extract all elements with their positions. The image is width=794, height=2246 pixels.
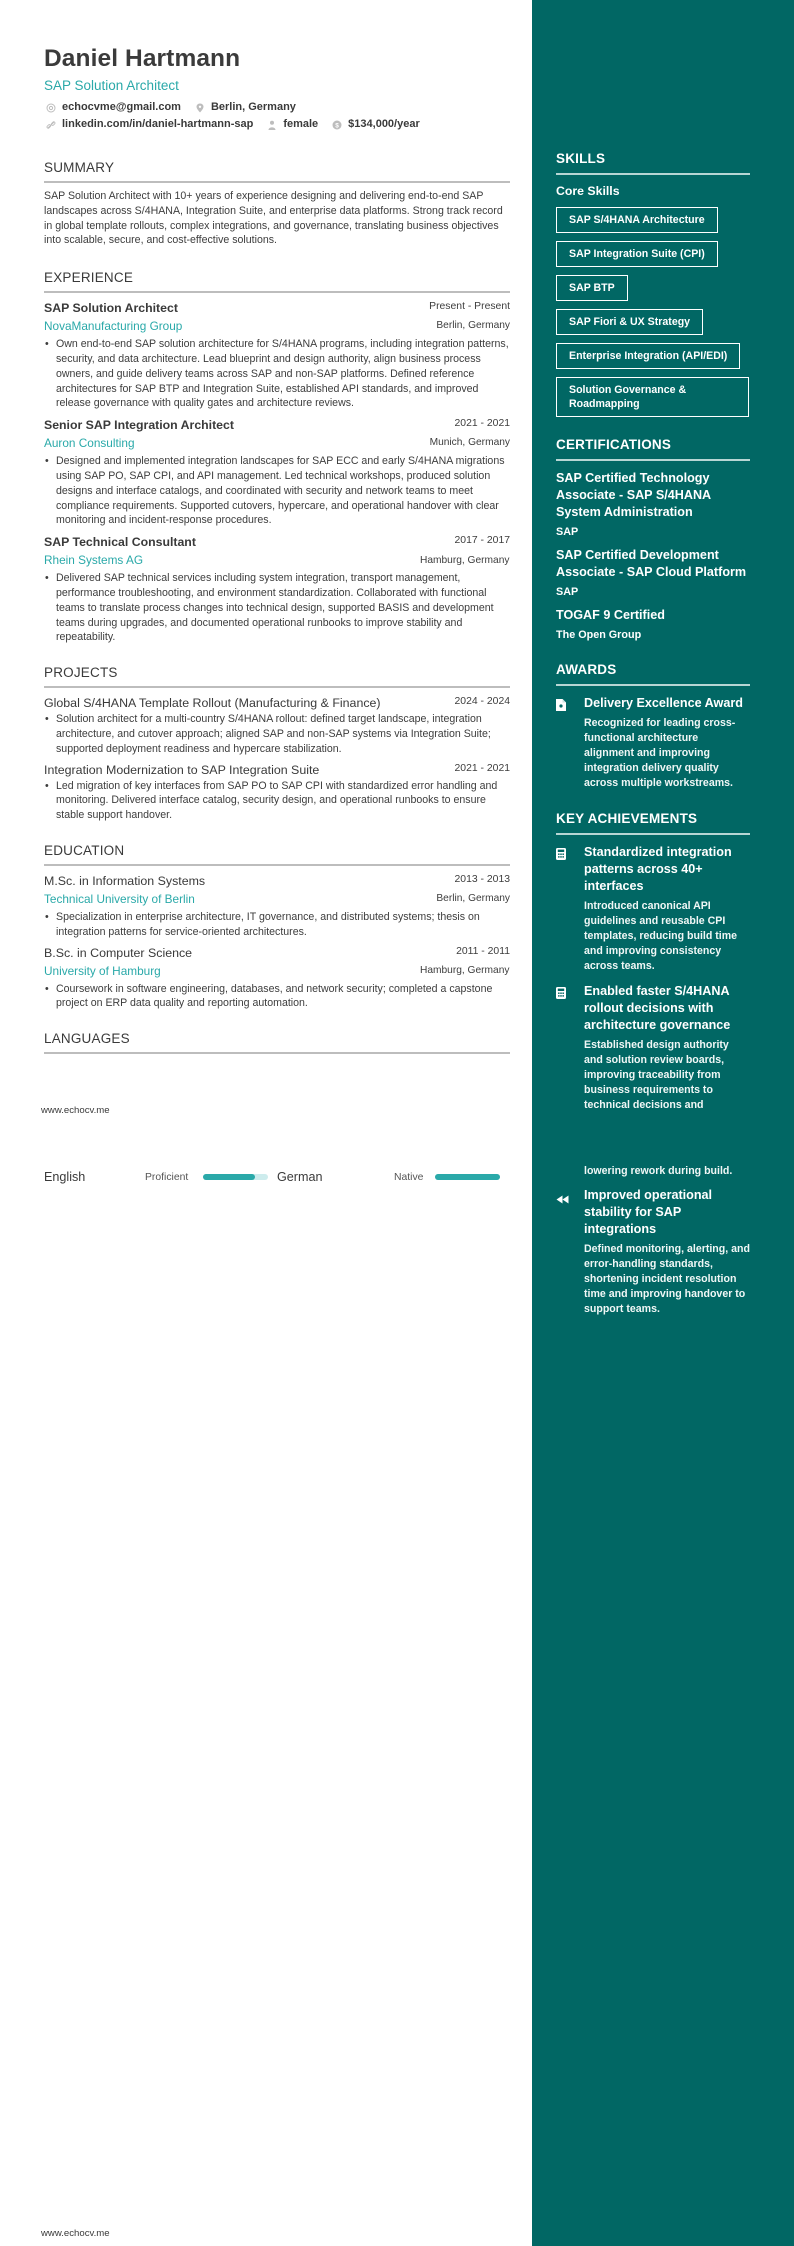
language-level: Proficient (145, 1171, 189, 1183)
skills-section (556, 150, 750, 417)
certification-name: SAP Certified Development Associate - SAP Cloud Platform (556, 548, 747, 579)
language-item (277, 1170, 510, 1184)
achievement-title: Standardized integration patterns across 40+ interfaces (584, 845, 732, 893)
education-item (44, 873, 510, 940)
award-item (556, 695, 750, 791)
company-name: Rhein Systems AG (44, 553, 144, 568)
job-location: Berlin, Germany (436, 320, 510, 332)
achievement-item (556, 983, 750, 1113)
email-text: echocvme@gmail.com (62, 101, 181, 113)
achievements-title: KEY ACHIEVEMENTS (556, 810, 750, 835)
project-dates: 2024 - 2024 (454, 696, 510, 708)
skills-title: SKILLS (556, 150, 750, 175)
language-item (44, 1170, 277, 1184)
experience-title: EXPERIENCE (44, 269, 510, 293)
achievement-description: Defined monitoring, alerting, and error-handling standards, shortening incident resolution time and improving handover to support teams. (584, 1243, 750, 1315)
experience-item (44, 300, 510, 411)
svg-text:$: $ (335, 121, 339, 129)
footer-url-page1[interactable]: www.echocv.me (41, 1105, 110, 1116)
experience-item (44, 417, 510, 528)
languages-title: LANGUAGES (44, 1030, 510, 1054)
footer-url-page2[interactable]: www.echocv.me (41, 2228, 110, 2239)
projects-section (44, 664, 510, 823)
education-dates: 2011 - 2011 (456, 945, 510, 957)
skill-tag: SAP S/4HANA Architecture (556, 207, 718, 233)
achievement-item (556, 1187, 750, 1317)
linkedin-text: linkedin.com/in/daniel-hartmann-sap (62, 118, 254, 130)
skills-group-label: Core Skills (556, 184, 620, 198)
achievement-item (556, 844, 750, 974)
project-item (44, 695, 510, 756)
contact-gender (265, 118, 318, 131)
awards-section (556, 661, 750, 791)
job-location: Hamburg, Germany (420, 554, 510, 566)
company-name: Auron Consulting (44, 436, 135, 451)
skill-tag: SAP Fiori & UX Strategy (556, 309, 703, 335)
skill-tag: Solution Governance & Roadmapping (556, 377, 749, 417)
summary-text: SAP Solution Architect with 10+ years of experience designing and delivering end-to-end SAP landscapes across S/4HANA, Integration Suite, and enterprise data platforms. Strong track record in global template rollouts, complex integrations, and governance, translating business objectives into scalable, secure, and cost-effective solutions. (44, 190, 503, 247)
job-bullet: • Own end-to-end SAP solution architecture for S/4HANA programs, including integration patterns, security, and data architecture. Lead blueprint and design authority, align business process owners, and guide delivery teams across SAP and non-SAP platforms. Defined reference architectures for SAP BTP and Integration Suite, established API standards, and improved release governance with quality gates and architecture reviews. (44, 337, 510, 411)
job-location: Munich, Germany (429, 437, 510, 449)
project-bullet: • Solution architect for a multi-country S/4HANA rollout: defined target landscape, integration architecture, and cutover approach; aligned SAP and non-SAP systems via Integration Suite; supported deployment readiness and hypercare stabilization. (44, 712, 510, 756)
summary-title: SUMMARY (44, 159, 510, 183)
job-dates: 2017 - 2017 (454, 535, 510, 547)
company-name: NovaManufacturing Group (44, 319, 183, 334)
award-description: Recognized for leading cross-functional architecture alignment and improving integration delivery quality across multiple workstreams. (584, 717, 736, 789)
job-dates: 2021 - 2021 (454, 418, 510, 430)
job-bullet: • Delivered SAP technical services including system integration, transport management, performance troubleshooting, and environment standardization. Collaborated with functional teams to translate process changes into technical design, supported BASIS and development teams during upgrades, and documented operational runbooks to improve stability and repeatability. (44, 571, 510, 645)
skill-tag: SAP Integration Suite (CPI) (556, 241, 718, 267)
project-title: Integration Modernization to SAP Integration Suite (44, 762, 320, 777)
contact-email[interactable] (44, 101, 181, 114)
education-section (44, 842, 510, 1011)
summary-section (44, 159, 510, 248)
contact-row-1 (44, 101, 510, 114)
certification-item (556, 547, 750, 599)
candidate-role: SAP Solution Architect (44, 78, 179, 93)
education-dates: 2013 - 2013 (454, 873, 510, 885)
education-bullet: • Specialization in enterprise architecture, IT governance, and distributed systems; thesis on integration patterns for service-oriented architectures. (44, 910, 510, 940)
achievement-title: Improved operational stability for SAP integrations (584, 1188, 713, 1236)
degree: B.Sc. in Computer Science (44, 945, 193, 960)
degree: M.Sc. in Information Systems (44, 873, 206, 888)
experience-section (44, 269, 510, 645)
language-bar (435, 1174, 500, 1180)
language-name: English (44, 1170, 86, 1184)
language-name: German (277, 1170, 323, 1184)
certification-org: SAP (556, 526, 579, 538)
certification-org: The Open Group (556, 629, 642, 641)
gender-text: female (283, 118, 319, 130)
project-item (44, 762, 510, 823)
education-item (44, 945, 510, 1012)
projects-title: PROJECTS (44, 664, 510, 688)
sidebar-column (556, 150, 750, 1113)
map-pin-icon (195, 103, 205, 113)
project-bullet: • Led migration of key interfaces from SAP PO to SAP CPI with standardized error handling and monitoring. Delivered interface catalog, security design, and operational runbooks to ensure stable support handover. (44, 779, 510, 823)
education-title: EDUCATION (44, 842, 510, 866)
certification-item (556, 607, 750, 642)
achievement-description: Introduced canonical API guidelines and reusable CPI templates, reducing build time and improving consistency across teams. (584, 900, 738, 972)
language-bar-fill (203, 1174, 255, 1180)
certifications-title: CERTIFICATIONS (556, 436, 750, 461)
experience-item (44, 534, 510, 645)
skills-list (556, 199, 750, 417)
calculator-icon (556, 848, 566, 860)
dollar-icon (332, 120, 342, 130)
achievements-section (556, 810, 750, 1113)
award-title: Delivery Excellence Award (584, 696, 743, 710)
project-title: Global S/4HANA Template Rollout (Manufacturing & Finance) (44, 696, 381, 711)
certification-name: SAP Certified Technology Associate - SAP S/4HANA System Administration (556, 471, 711, 519)
contact-row-2 (44, 118, 510, 131)
language-bar-fill (435, 1174, 500, 1180)
certifications-section (556, 436, 750, 642)
education-location: Hamburg, Germany (420, 965, 510, 977)
language-level: Native (394, 1171, 424, 1183)
achievement-description-continued: lowering rework during build. (584, 1165, 733, 1177)
sidebar-continuation (556, 1164, 750, 1317)
job-title: SAP Solution Architect (44, 301, 178, 316)
salary-text: $134,000/year (348, 118, 420, 130)
job-dates: Present - Present (429, 301, 510, 313)
job-title: Senior SAP Integration Architect (44, 418, 234, 433)
rewind-icon (556, 1195, 569, 1204)
at-icon (46, 103, 56, 113)
link-icon (46, 120, 56, 130)
certification-org: SAP (556, 586, 579, 598)
school-name: University of Hamburg (44, 963, 161, 978)
education-bullet: • Coursework in software engineering, databases, and network security; completed a capstone project on ERP data quality and reporting automation. (44, 982, 510, 1012)
main-column (44, 44, 510, 1054)
languages-list (44, 1170, 510, 1184)
language-bar (203, 1174, 268, 1180)
project-dates: 2021 - 2021 (454, 762, 510, 774)
document-icon (556, 699, 566, 711)
awards-title: AWARDS (556, 661, 750, 686)
calculator-icon (556, 987, 566, 999)
candidate-name: Daniel Hartmann (44, 45, 241, 72)
achievement-title: Enabled faster S/4HANA rollout decisions with architecture governance (584, 984, 731, 1032)
school-name: Technical University of Berlin (44, 891, 195, 906)
languages-section (44, 1030, 510, 1054)
contact-location (193, 101, 296, 114)
achievement-description: Established design authority and solution review boards, improving traceability from business requirements to technical decisions and (584, 1039, 729, 1111)
contact-salary (330, 118, 420, 131)
user-icon (267, 120, 277, 130)
skill-tag: Enterprise Integration (API/EDI) (556, 343, 740, 369)
certification-name: TOGAF 9 Certified (556, 608, 665, 622)
job-title: SAP Technical Consultant (44, 535, 196, 550)
job-bullet: • Designed and implemented integration landscapes for SAP ECC and early S/4HANA migrations using SAP PO, SAP CPI, and API management. Led technical workshops, produced solution designs and interface catalogs, and coordinated with security and network teams to meet compliance requirements. Supported cutovers, hypercare, and operational handover with clear monitoring and incident-response procedures. (44, 454, 510, 528)
education-location: Berlin, Germany (436, 892, 510, 904)
certification-item (556, 470, 750, 539)
contact-linkedin[interactable] (44, 118, 253, 131)
location-text: Berlin, Germany (210, 101, 296, 113)
skill-tag: SAP BTP (556, 275, 628, 301)
